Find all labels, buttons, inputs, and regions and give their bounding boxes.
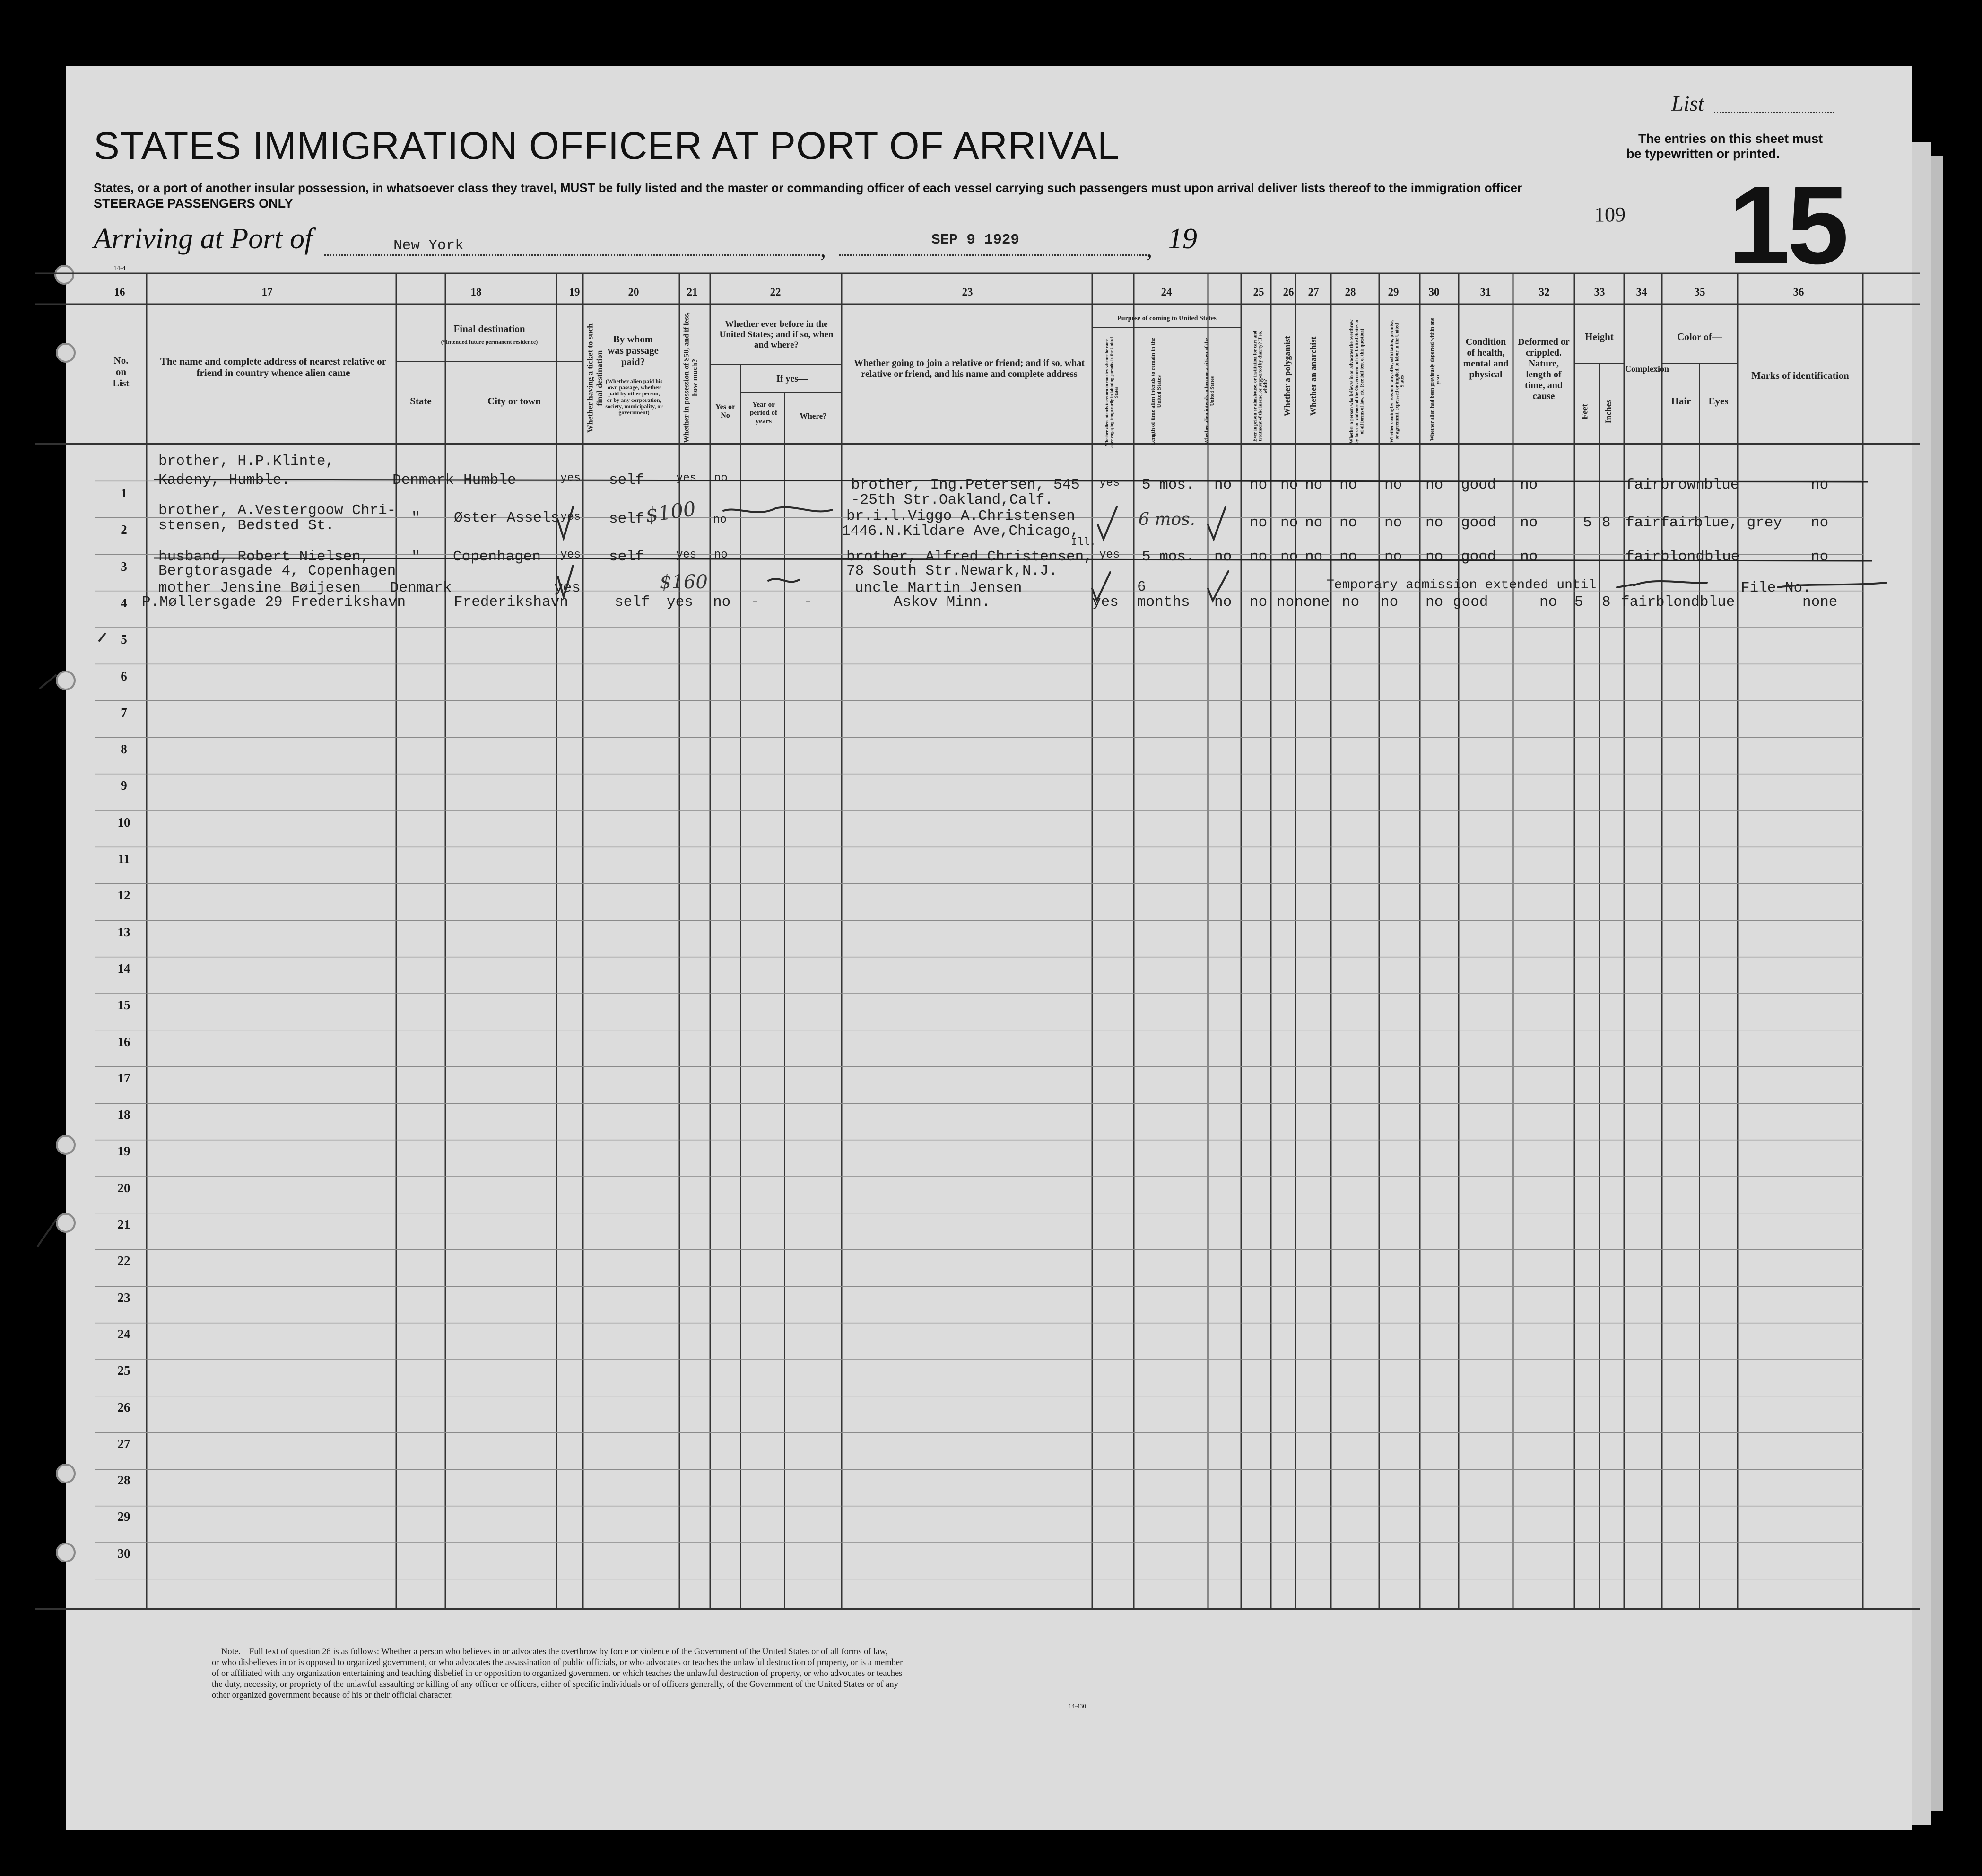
row-number: 6 <box>121 669 127 683</box>
row-number: 8 <box>121 742 127 757</box>
row-4-anarchist: none <box>1295 594 1330 611</box>
header-deported: Whether alien had been previously deported within one year <box>1429 317 1441 441</box>
row-number: 9 <box>121 778 127 793</box>
row-number: 12 <box>117 888 130 903</box>
file-number-label: File No. <box>1741 580 1811 596</box>
col-num-31: 31 <box>1480 286 1491 298</box>
header-city-or-town: City or town <box>487 395 541 407</box>
row-2-feet: 5 <box>1583 515 1592 531</box>
header-marks: Marks of identification <box>1751 370 1849 381</box>
row-3-citizen: no <box>1214 549 1232 565</box>
row-3-health: good <box>1461 549 1496 565</box>
row-1-return: yes <box>1099 477 1120 489</box>
header-yes-or-no: Yes or No <box>715 403 736 420</box>
row-2-paid-by: self <box>609 511 644 527</box>
row-4-q28: no <box>1342 594 1360 611</box>
header-state: State <box>410 395 432 407</box>
row-1-deformed: no <box>1520 477 1538 493</box>
row-3-polygamist: no <box>1280 549 1298 565</box>
header-purpose-citizen: Whether alien intends to become a citizen of the United States <box>1203 338 1215 445</box>
header-prison: Ever in prison or almshouse, or institution for care and treatment of the insane, or supported by charity? If so, which? <box>1252 331 1269 442</box>
list-subtitle: States, or a port of another insular possession, in whatsoever class they travel, MUST be fully listed and the master or commanding officer of each vessel carrying such passengers must upon arrival deliver lists thereof to the immigration officer <box>94 181 1522 195</box>
row-2-eyes: blue, grey <box>1694 515 1782 531</box>
row-4-before: no <box>713 594 731 611</box>
header-complexion: Complexion <box>1625 364 1669 374</box>
row-number: 4 <box>121 595 127 610</box>
header-passage-paid: By whom was passage paid? <box>608 333 659 368</box>
col-num-33: 33 <box>1594 286 1605 298</box>
row-2-city: Øster Assels <box>454 510 560 526</box>
entries-note-line-1: The entries on this sheet must <box>1638 131 1823 146</box>
sheet-number: 109 <box>1594 203 1626 226</box>
row-2-hair: fair <box>1660 515 1696 531</box>
row-2-q29: no <box>1384 515 1402 531</box>
row-1-q28: no <box>1339 477 1357 493</box>
header-health: Condition of health, mental and physical <box>1463 337 1509 380</box>
row-4-relative-line-1: mother Jensine Bøijesen <box>158 580 361 596</box>
row-3-money: yes <box>676 549 697 561</box>
arriving-label: Arriving at Port of <box>94 223 313 255</box>
row-2-polygamist: no <box>1280 515 1298 531</box>
row-4-marks: none <box>1802 594 1838 611</box>
row-1-anarchist: no <box>1305 477 1323 493</box>
header-final-destination: Final destination <box>453 323 525 334</box>
row-1-length: 5 mos. <box>1142 477 1195 493</box>
row-1-q30: no <box>1426 477 1443 493</box>
row-number: 30 <box>117 1546 130 1561</box>
col-num-17: 17 <box>261 286 273 298</box>
comma: , <box>820 237 826 262</box>
col-num-20: 20 <box>628 286 639 298</box>
header-polygamist: Whether a polygamist <box>1282 336 1292 417</box>
col-num-24: 24 <box>1161 286 1172 298</box>
col-num-35: 35 <box>1694 286 1705 298</box>
row-2-joining-line-3: Ill. <box>1071 536 1096 548</box>
port-value: New York <box>393 237 464 254</box>
col-num-18: 18 <box>470 286 482 298</box>
row-3-city: Copenhagen <box>453 549 541 565</box>
row-4-feet: 5 <box>1574 594 1583 611</box>
col-num-30: 30 <box>1428 286 1440 298</box>
row-number: 18 <box>117 1108 130 1122</box>
header-passage-paid-note: (Whether alien paid his own passage, whether paid by other person, or by any corporation, society, municipality, or government) <box>605 378 663 416</box>
row-number: 11 <box>118 852 130 866</box>
col-num-25: 25 <box>1253 286 1264 298</box>
row-number: 3 <box>121 559 127 574</box>
footnote-line-3: of or affiliated with any organization entertaining and teaching disbelief in or opposition to organized government or which teaches the unlawful destruction of property, or who advocates or teaches <box>212 1669 903 1678</box>
row-4-polygamist: no <box>1277 594 1295 611</box>
col-num-29: 29 <box>1388 286 1399 298</box>
col-num-32: 32 <box>1539 286 1550 298</box>
row-1-relative-line-1: brother, H.P.Klinte, <box>158 453 335 470</box>
header-color-of: Color of— <box>1677 331 1722 342</box>
row-4-deformed: no <box>1539 594 1557 611</box>
temporary-admission-note: Temporary admission extended until <box>1326 578 1597 593</box>
row-number: 21 <box>117 1217 130 1231</box>
row-2-anarchist: no <box>1305 515 1323 531</box>
row-2-joining-line-2: 1446.N.Kildare Ave,Chicago, <box>842 523 1079 540</box>
header-money-50: Whether in possession of $50, and if less, how much? <box>682 312 699 443</box>
footnote-line-2: or who disbelieves in or is opposed to organized government, or who advocates the assassination of public officials, or who advocates or teaches the unlawful destruction of property, or is a member <box>212 1658 903 1667</box>
row-3-eyes: blue <box>1704 549 1740 565</box>
header-no-on-list: No. on List <box>113 355 130 389</box>
row-number: 20 <box>117 1180 130 1195</box>
header-purpose-length: Length of time alien intends to remain in the United States <box>1149 338 1162 446</box>
row-4-return: yes <box>1092 594 1119 611</box>
row-3-joining-line-1: brother, Alfred Christensen, <box>846 549 1093 565</box>
row-1-citizen: no <box>1214 477 1232 493</box>
row-4-before-where-dash: - <box>804 594 813 611</box>
row-4-before-year-dash: - <box>751 594 760 611</box>
row-4-money: yes <box>667 594 693 611</box>
header-question-29: Whether coming by reason of any offer, solicitation, promise, or agreement, expressed or implied, to labor in the United States <box>1389 320 1405 443</box>
row-1-hair: brown <box>1660 477 1705 493</box>
header-deformed: Deformed or crippled. Nature, length of time, and cause <box>1518 337 1570 401</box>
row-2-q28: no <box>1339 515 1357 531</box>
row-2-health: good <box>1461 515 1496 531</box>
row-4-inches: 8 <box>1602 594 1611 611</box>
row-2-state: " <box>411 510 420 526</box>
row-4-citizen: no <box>1214 594 1232 611</box>
year-prefix: 19 <box>1168 223 1197 255</box>
row-3-relative-line-1: husband, Robert Nielsen, <box>158 549 370 565</box>
header-eyes: Eyes <box>1708 395 1729 407</box>
row-number: 1 <box>121 486 127 500</box>
row-2-ticket: yes <box>560 511 581 524</box>
row-1-marks: no <box>1811 477 1829 493</box>
row-3-joining-line-2: 78 South Str.Newark,N.J. <box>846 563 1058 579</box>
row-1-city: Humble <box>463 472 516 489</box>
row-number: 26 <box>117 1400 130 1414</box>
row-number: 28 <box>117 1473 130 1488</box>
row-3-anarchist: no <box>1305 549 1323 565</box>
row-3-q30: no <box>1426 549 1443 565</box>
row-number: 7 <box>121 705 127 720</box>
row-1-health: good <box>1461 477 1496 493</box>
footnote-line-4: the duty, necessity, or propriety of the unlawful assaulting or killing of any officer or officers, either of specific individuals or of officers generally, of the Government of the United States or of any <box>212 1680 898 1689</box>
col-num-28: 28 <box>1345 286 1356 298</box>
row-4-complexion: fair <box>1621 594 1656 611</box>
row-4-q29: no <box>1381 594 1399 611</box>
row-4-eyes: blue <box>1700 594 1735 611</box>
header-feet: Feet <box>1580 403 1590 419</box>
row-4-health: good <box>1453 594 1488 611</box>
header-inches: Inches <box>1603 400 1613 424</box>
col-num-16: 16 <box>114 286 125 298</box>
row-3-marks: no <box>1811 549 1829 565</box>
row-1-paid-by: self <box>609 472 644 489</box>
row-3-complexion: fair <box>1626 549 1661 565</box>
row-2-joining-line-1: br.i.l.Viggo A.Christensen <box>846 508 1075 524</box>
row-1-money: yes <box>676 472 697 485</box>
col-num-21: 21 <box>687 286 698 298</box>
footnote-form-code: 14-430 <box>1069 1702 1086 1710</box>
row-2-marks: no <box>1811 515 1829 531</box>
row-4-state: Denmark <box>390 580 452 596</box>
row-1-complexion: fair <box>1626 477 1661 493</box>
row-4-length: 6 months <box>1137 579 1190 611</box>
row-4-money-handwritten: $160 <box>660 571 708 593</box>
row-4-joining-line-2: Askov Minn. <box>894 594 991 611</box>
row-4-hair: blond <box>1656 594 1700 611</box>
row-2-relative-line-1: brother, A.Vestergoow Chri- <box>158 502 396 519</box>
row-number: 16 <box>117 1034 130 1049</box>
row-2-length: 6 mos. <box>1139 510 1196 529</box>
row-number: 19 <box>117 1144 130 1159</box>
header-height: Height <box>1585 331 1614 342</box>
row-1-joining-line-2: -25th Str.Oakland,Calf. <box>851 492 1053 508</box>
row-number: 5 <box>121 632 127 647</box>
row-2-inches: 8 <box>1602 515 1611 531</box>
row-3-q29: no <box>1384 549 1402 565</box>
row-number: 27 <box>117 1436 130 1451</box>
header-joining-relative: Whether going to join a relative or friend; and if so, what relative or friend, and his name and complete address <box>854 358 1085 379</box>
header-question-28: Whether a person who believes in or advocates the overthrow by force or violence of the Government of the United States or of all forms of law, etc. (See full text of this question) <box>1349 319 1365 444</box>
passenger-class: STEERAGE PASSENGERS ONLY <box>94 196 293 210</box>
header-purpose-return: Whether alien intends to return to country whence he came after engaging temporarily in laboring pursuits in the United States <box>1104 337 1119 448</box>
row-1-state: Denmark <box>392 472 454 489</box>
row-number: 2 <box>121 523 127 537</box>
list-label: List <box>1671 91 1704 115</box>
header-final-destination-note: (*Intended future permanent residence) <box>441 339 538 345</box>
header-year-period: Year or period of years <box>750 401 777 425</box>
comma-2: , <box>1147 237 1152 262</box>
row-number: 13 <box>117 925 130 939</box>
row-2-before: no <box>713 514 727 526</box>
arrival-date-stamp: SEP 9 1929 <box>931 232 1020 248</box>
row-4-city: Frederikshavn <box>454 594 568 611</box>
header-anarchist: Whether an anarchist <box>1308 336 1318 416</box>
row-3-paid-by: self <box>609 549 644 565</box>
big-page-number: 15 <box>1728 163 1846 287</box>
row-1-relative-line-2: Kadeny, Humble. <box>158 472 291 489</box>
header-nearest-relative: The name and complete address of nearest relative or friend in country whence alien came <box>160 356 387 379</box>
row-2-prison: no <box>1250 515 1268 531</box>
row-1-joining-line-1: brother, Ing.Petersen, 545 <box>851 477 1080 493</box>
row-number: 14 <box>117 961 130 976</box>
row-3-before: no <box>714 549 728 561</box>
entries-note-line-2: be typewritten or printed. <box>1626 147 1780 161</box>
row-number: 24 <box>117 1326 130 1341</box>
row-1-ticket: yes <box>560 472 581 485</box>
col-num-19: 19 <box>569 286 580 298</box>
row-1-polygamist: no <box>1280 477 1298 493</box>
row-2-q30: no <box>1426 515 1443 531</box>
row-1-before: no <box>714 472 728 485</box>
row-4-prison: no <box>1250 594 1268 611</box>
row-number: 10 <box>117 815 130 829</box>
row-4-ticket: yes <box>554 580 581 596</box>
row-4-relative-line-2: P.Møllersgade 29 Frederikshavn <box>142 594 406 611</box>
row-3-deformed: no <box>1520 549 1538 565</box>
footnote-line-5: other organized government because of his or their official character. <box>212 1691 453 1700</box>
row-1-eyes: blue <box>1704 477 1739 493</box>
page-title: STATES IMMIGRATION OFFICER AT PORT OF ARRIVAL <box>94 124 1120 167</box>
row-1-prison: no <box>1250 477 1268 493</box>
row-number: 17 <box>117 1071 130 1085</box>
header-hair: Hair <box>1671 395 1691 407</box>
row-2-complexion: fair <box>1626 515 1661 531</box>
row-4-q30: no <box>1426 594 1443 611</box>
header-where: Where? <box>800 411 827 420</box>
footnote-line-1: Note.—Full text of question 28 is as follows: Whether a person who believes in or advocates the overthrow by force or violence of the Government of the United States or of all forms of law, <box>221 1647 888 1657</box>
row-4-joining-line-1: uncle Martin Jensen <box>855 580 1022 596</box>
col-num-34: 34 <box>1636 286 1647 298</box>
row-3-q28: no <box>1339 549 1357 565</box>
col-num-36: 36 <box>1793 286 1804 298</box>
form-code: 14-4 <box>113 265 126 272</box>
row-2-relative-line-2: stensen, Bedsted St. <box>158 517 335 534</box>
row-4-paid-by: self <box>615 594 650 611</box>
row-number: 22 <box>117 1254 130 1268</box>
row-number: 25 <box>117 1363 130 1378</box>
col-num-26: 26 <box>1283 286 1294 298</box>
header-if-yes: If yes— <box>776 374 808 384</box>
row-3-return: yes <box>1099 549 1120 561</box>
row-number: 15 <box>117 998 130 1012</box>
col-num-22: 22 <box>770 286 781 298</box>
col-num-27: 27 <box>1308 286 1319 298</box>
row-3-ticket: yes <box>560 549 581 561</box>
col-num-23: 23 <box>962 286 973 298</box>
header-before-in-us: Whether ever before in the United States; and if so, when and where? <box>719 319 834 350</box>
header-purpose: Purpose of coming to United States <box>1117 315 1217 322</box>
header-ticket: Whether having a ticket to such final destination <box>585 323 604 433</box>
row-3-hair: blond <box>1660 549 1705 565</box>
row-3-relative-line-2: Bergtorasgade 4, Copenhagen <box>158 563 396 579</box>
row-number: 29 <box>117 1510 130 1524</box>
row-1-q29: no <box>1384 477 1402 493</box>
row-2-deformed: no <box>1520 515 1538 531</box>
row-3-state: " <box>411 549 420 565</box>
row-3-length: 5 mos. <box>1142 549 1195 565</box>
row-2-money-handwritten: $100 <box>644 497 697 527</box>
row-3-prison: no <box>1250 549 1268 565</box>
row-number: 23 <box>117 1290 130 1305</box>
